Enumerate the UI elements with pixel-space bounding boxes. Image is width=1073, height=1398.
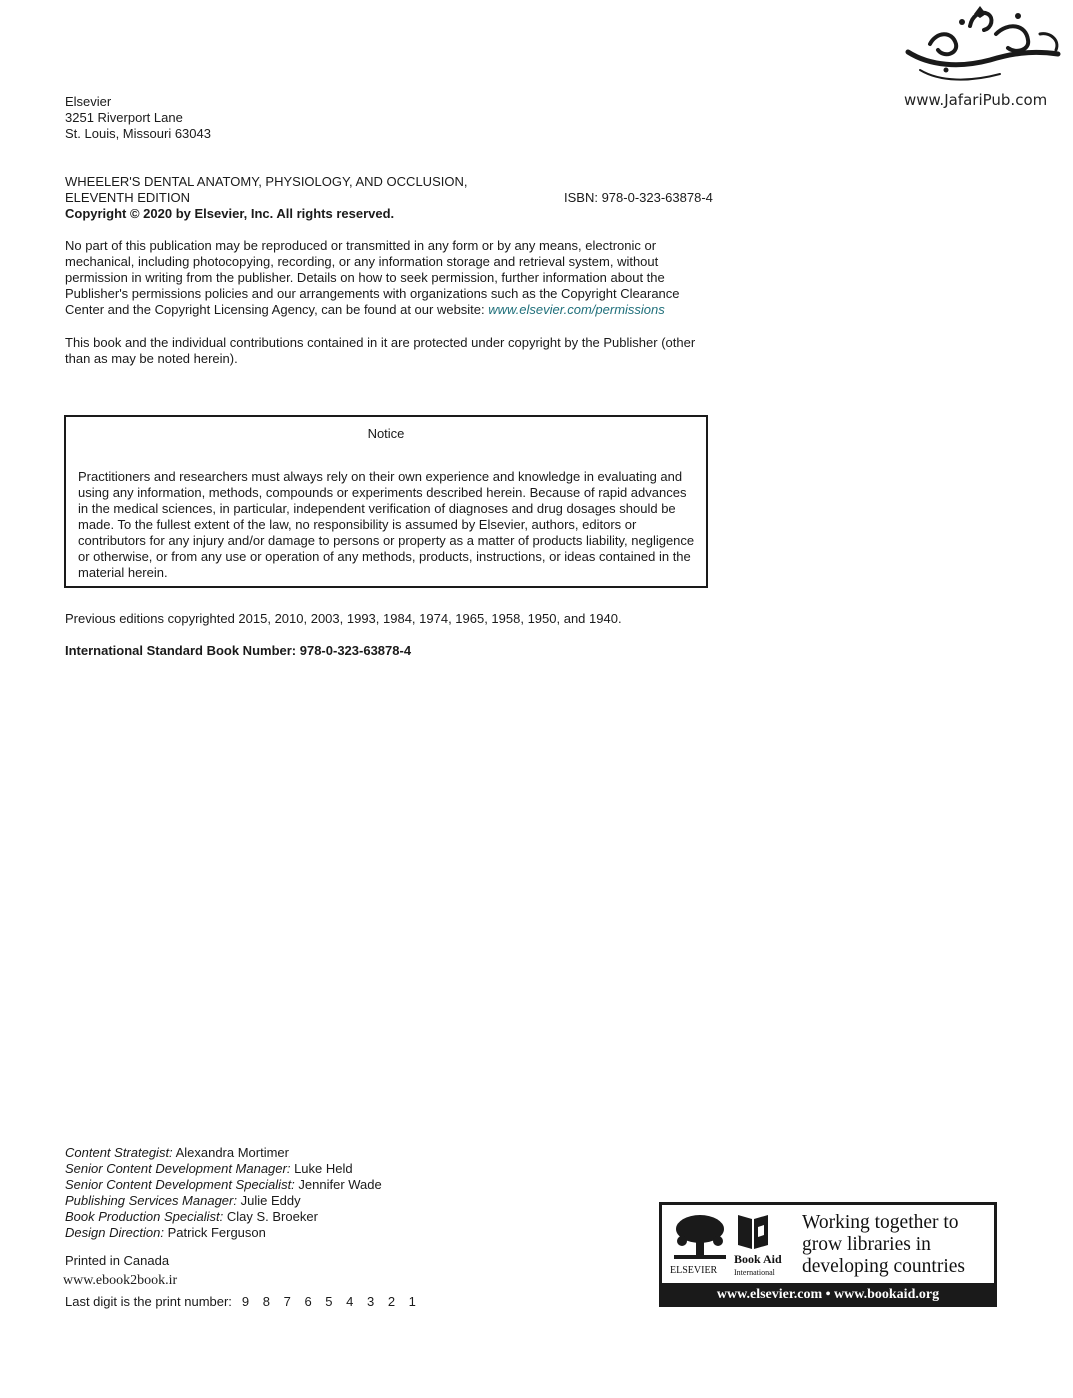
elsevier-tree-icon	[670, 1211, 730, 1269]
permissions-paragraph	[65, 238, 705, 318]
credit-role: Publishing Services Manager:	[65, 1193, 237, 1208]
calligraphy-logo-icon	[900, 4, 1070, 90]
printed-in: Printed in Canada	[65, 1253, 170, 1268]
credit-name: Patrick Ferguson	[164, 1225, 266, 1240]
credit-line	[65, 1225, 382, 1241]
bookaid-sub: International	[734, 1268, 775, 1277]
protected-paragraph: This book and the individual contributions contained in it are protected under copyright by the Publisher (other than as may be noted herein).	[65, 335, 696, 366]
notice-title: Notice	[367, 426, 405, 441]
bookaid-book-icon	[736, 1213, 770, 1251]
credit-line	[65, 1209, 382, 1225]
credit-line	[65, 1145, 382, 1161]
credits-list	[65, 1145, 382, 1241]
publisher-street: 3251 Riverport Lane	[65, 110, 183, 125]
book-title-line1: WHEELER'S DENTAL ANATOMY, PHYSIOLOGY, AND OCCLUSION,	[65, 174, 468, 189]
elsevier-label: ELSEVIER	[670, 1265, 718, 1276]
notice-body: Practitioners and researchers must always rely on their own experience and knowledge in evaluating and using any information, methods, compounds or experiments described herein. Because of rapid advances in the medical sciences, in particular, independent verification of diagnoses and drug dosages should be made. To the fullest extent of the law, no responsibility is assumed by Elsevier, authors, editors or contributors for any injury and/or damage to persons or property as a matter of products liability, negligence or otherwise, or from any use or operation of any methods, products, instructions, or ideas contained in the material herein.	[78, 469, 695, 580]
watermark-logo	[900, 4, 1070, 112]
notice-box	[64, 415, 708, 588]
ebook-site: www.ebook2book.ir	[63, 1273, 178, 1288]
credit-line	[65, 1177, 382, 1193]
isbn-label: ISBN: 978-0-323-63878-4	[564, 190, 713, 205]
publisher-city: St. Louis, Missouri 63043	[65, 126, 211, 141]
permissions-text: No part of this publication may be reproduced or transmitted in any form or by any means, electronic or mechanical, including photocopying, recording, or any information storage and retrieval system, without permission in writing from the publisher. Details on how to seek permission, further information about the Publisher's permissions policies and our arrangements with organizations such as the Copyright Clearance Center and the Copyright Licensing Agency, can be found at our website:	[65, 238, 680, 317]
credit-role: Senior Content Development Manager:	[65, 1161, 291, 1176]
credit-role: Book Production Specialist:	[65, 1209, 224, 1224]
watermark-site: www.JafariPub.com	[904, 91, 1048, 109]
permissions-link[interactable]: www.elsevier.com/permissions	[488, 302, 665, 317]
credit-name: Jennifer Wade	[294, 1177, 382, 1192]
isbn-full: International Standard Book Number: 978-0-323-63878-4	[65, 643, 412, 658]
credit-line	[65, 1161, 382, 1177]
print-number-line	[65, 1294, 417, 1310]
credit-name: Alexandra Mortimer	[172, 1145, 289, 1160]
publisher-name: Elsevier	[65, 94, 112, 109]
print-digits: 9 8 7 6 5 4 3 2 1	[241, 1294, 417, 1309]
credit-role: Senior Content Development Specialist:	[65, 1177, 295, 1192]
credit-role: Design Direction:	[65, 1225, 164, 1240]
bookaid-slogan: Working together to grow libraries in developing countries	[802, 1212, 965, 1277]
print-number-label: Last digit is the print number:	[65, 1294, 232, 1309]
bookaid-panel	[662, 1205, 994, 1283]
bookaid-badge	[659, 1202, 997, 1307]
credit-name: Julie Eddy	[236, 1193, 301, 1208]
copyright-line: Copyright © 2020 by Elsevier, Inc. All rights reserved.	[65, 206, 395, 221]
credit-line	[65, 1193, 382, 1209]
credit-name: Luke Held	[290, 1161, 353, 1176]
publisher-address	[65, 94, 211, 142]
credit-name: Clay S. Broeker	[223, 1209, 318, 1224]
previous-editions: Previous editions copyrighted 2015, 2010, 2003, 1993, 1984, 1974, 1965, 1958, 1950, and 1940.	[65, 611, 622, 626]
credit-role: Content Strategist:	[65, 1145, 173, 1160]
bookaid-footer[interactable]: www.elsevier.com • www.bookaid.org	[716, 1287, 940, 1302]
bookaid-name: Book Aid	[734, 1252, 782, 1266]
book-title-line2: ELEVENTH EDITION	[65, 190, 190, 205]
